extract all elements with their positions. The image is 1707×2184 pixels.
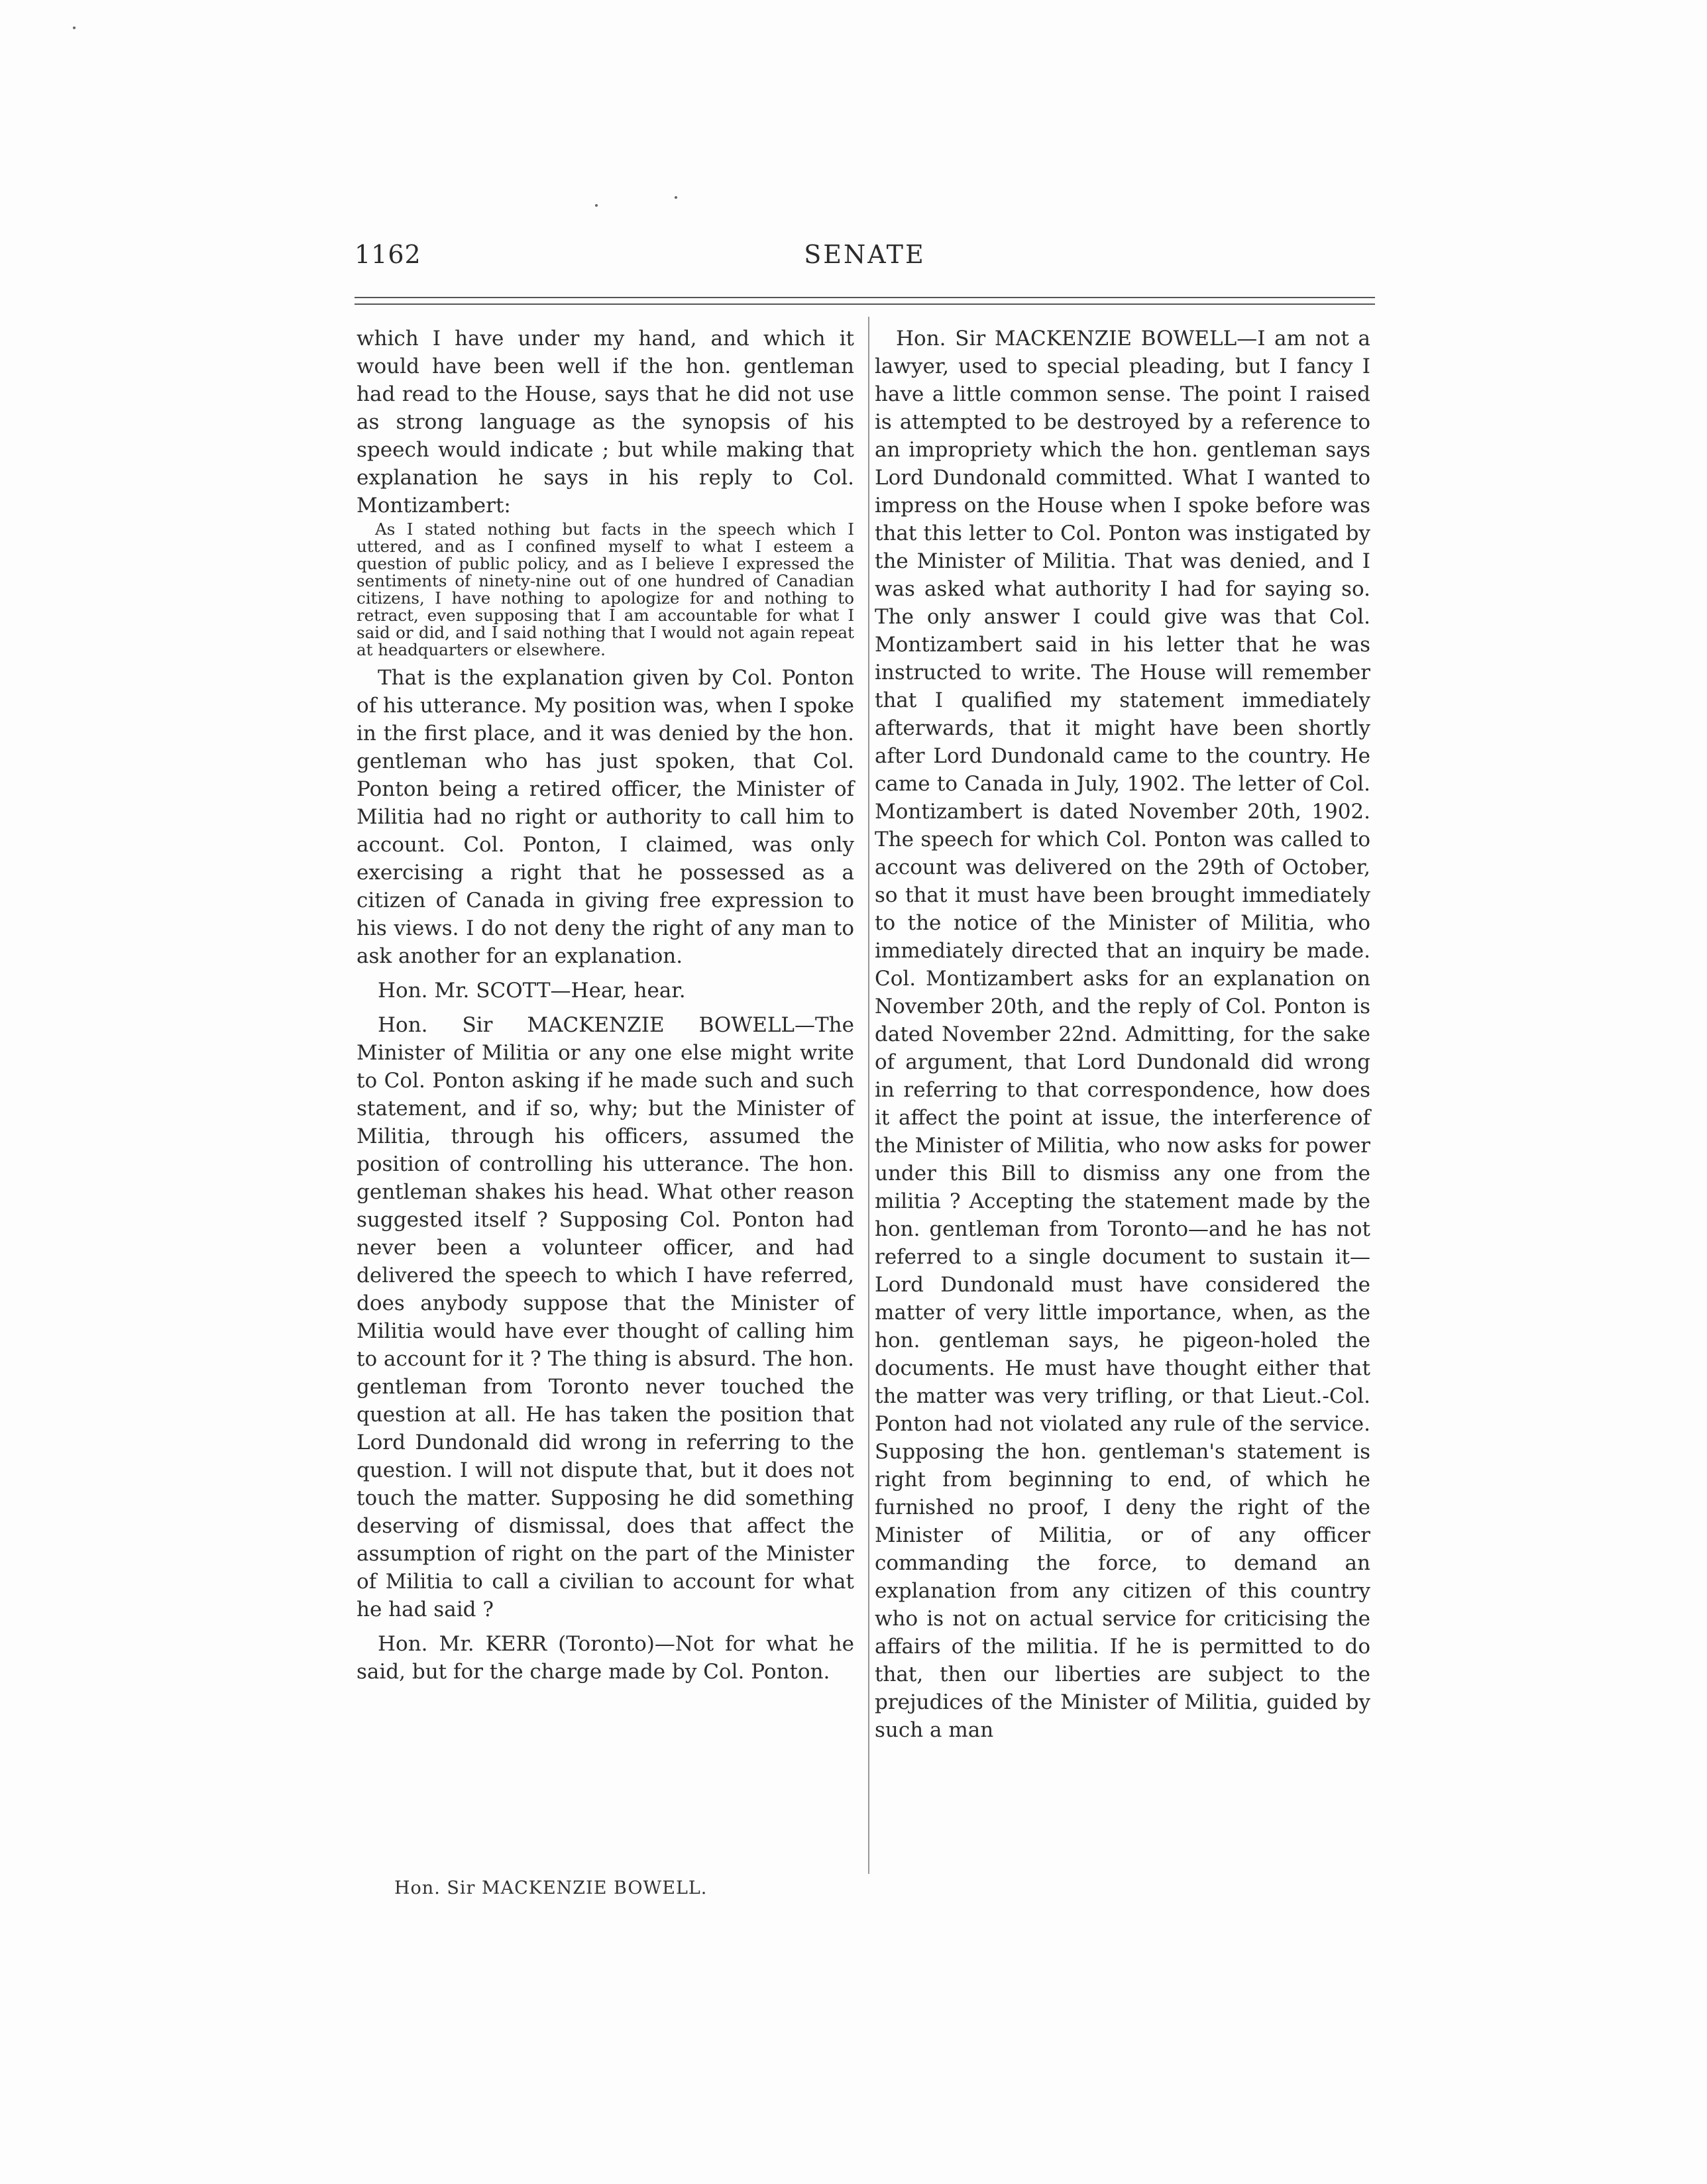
speaker-paragraph: Hon. Sir MACKENZIE BOWELL—I am not a lawyer, used to special pleading, but I fancy I have a little common sense. The point I raised is attempted to be destroyed by a reference to an impropriety which the hon. gentleman says Lord Dundonald committed. What I wanted to impress on the House when I spoke before was that this letter to Col. Ponton was instigated by the Minister of Militia. That was denied, and I was asked what authority I had for saying so. The only answer I could give was that Col. Montizambert said in his letter that he was instructed to write. The House will remember that I qualified my statement immediately afterwards, that it might have been shortly after Lord Dundonald came to the country. He came to Canada in July, 1902. The letter of Col. Montizambert is dated November 20th, 1902. The speech for which Col. Ponton was called to account was delivered on the 29th of October, so that it must have been brought immediately to the notice of the Minister of Militia, who immediately directed that an inquiry be made. Col. Montizambert asks for an explanation on November 20th, and the reply of Col. Ponton is dated November 22nd. Admitting, for the sake of argument, that Lord Dundonald did wrong in referring to that correspondence, how does it affect the point at issue, the interference of the Minister of Militia, who now asks for power under this Bill to dismiss any one from the militia ? Accepting the statement made by the hon. gentleman from Toronto—and he has not referred to a single document to sustain it—Lord Dundonald must have considered the matter of very little importance, when, as the hon. gentleman says, he pigeon-holed the documents. He must have thought either that the matter was very trifling, or that Lieut.-Col. Ponton had not violated any rule of the service. Supposing the hon. gentleman's statement is right from beginning to end, of which he furnished no proof, I deny the right of the Minister of Militia, or of any officer commanding the force, to demand an explanation from any citizen of this country who is not on actual service for criticising the affairs of the militia. If he is permitted to do that, then our liberties are subject to the prejudices of the Minister of Militia, guided by such a man (875, 327, 1370, 1742)
speck (73, 27, 76, 29)
footer-catchword: Hon. Sir MACKENZIE BOWELL. (394, 1878, 708, 1898)
running-head: SENATE (804, 240, 926, 269)
paragraph: That is the explanation given by Col. Ponton of his utterance. My position was, when I spoke in the first place, and it was denied by the hon. gentleman who has just spoken, that Col. Ponton being a retired officer, the Minister of Militia had no right or authority to call him to account. Col. Ponton, I claimed, was only exercising a right that he possessed as a citizen of Canada in giving free expression to his views. I do not deny the right of any man to ask another for an explanation. (357, 666, 854, 968)
block-quote: As I stated nothing but facts in the speech which I uttered, and as I confined myself to what I esteem a question of public policy, and as I believe I expressed the sentiments of ninety-nine out of one hundred of Canadian citizens, I have nothing to apologize for and nothing to retract, even supposing that I am accountable for what I said or did, and I said nothing that I would not again repeat at headquarters or elsewhere. (357, 519, 854, 659)
page-number: 1162 (355, 240, 421, 269)
speaker-paragraph: Hon. Mr. KERR (Toronto)—Not for what he said, but for the charge made by Col. Ponton. (357, 1632, 854, 1684)
column-divider (868, 317, 869, 1874)
right-column (875, 325, 1370, 1744)
speaker-paragraph: Hon. Mr. SCOTT—Hear, hear. (378, 979, 686, 1003)
page-header (355, 240, 1375, 280)
left-column (357, 325, 854, 1686)
speck (595, 204, 598, 207)
speaker-paragraph: Hon. Sir MACKENZIE BOWELL—The Minister of Militia or any one else might write to Col. Ponton asking if he made such and such statement, and if so, why; but the Minister of Militia, through his officers, assumed the position of controlling his utterance. The hon. gentleman shakes his head. What other reason suggested itself ? Supposing Col. Ponton had never been a volunteer officer, and had delivered the speech to which I have referred, does anybody suppose that the Minister of Militia would have ever thought of calling him to account for it ? The thing is absurd. The hon. gentleman from Toronto never touched the question at all. He has taken the position that Lord Dundonald did wrong in referring to the question. I will not dispute that, but it does not touch the matter. Supposing he did something deserving of dismissal, does that affect the assumption of right on the part of the Minister of Militia to call a civilian to account for what he had said ? (357, 1013, 854, 1621)
speck (675, 196, 677, 199)
header-rule (355, 297, 1375, 298)
paragraph: which I have under my hand, and which it would have been well if the hon. gentleman had read to the House, says that he did not use as strong language as the synopsis of his speech would indicate ; but while making that explanation he says in his reply to Col. Montizambert: (357, 327, 854, 518)
header-rule (355, 303, 1375, 305)
